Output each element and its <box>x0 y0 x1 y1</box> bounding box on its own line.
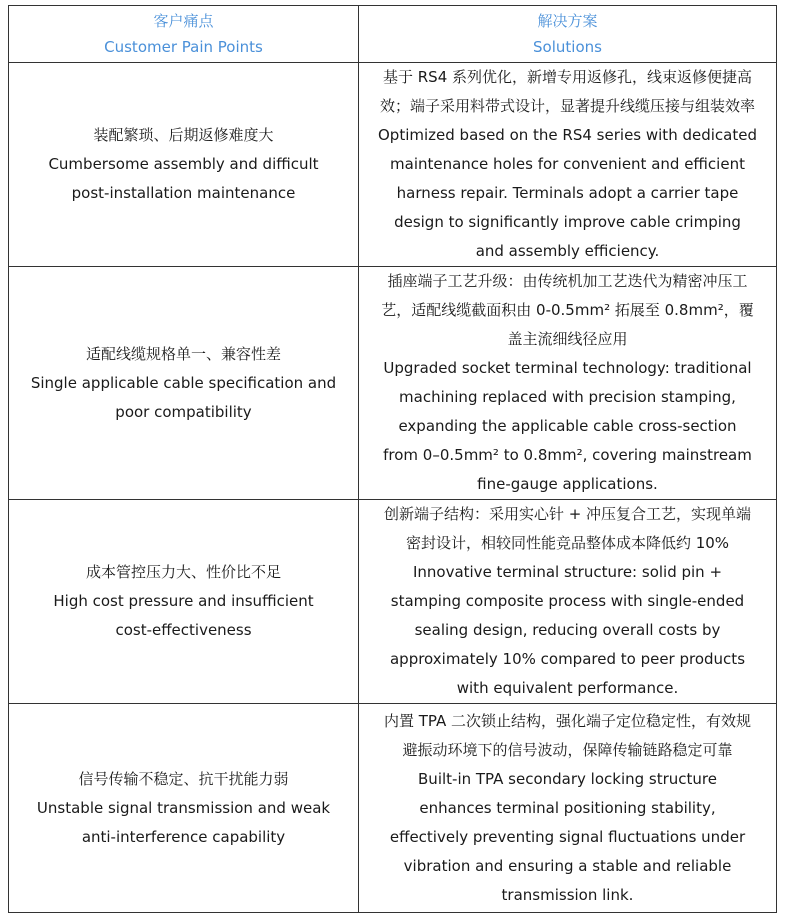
solutions-header-cn: 解决方案 <box>537 12 598 30</box>
solution-line: enhances terminal positioning stability, <box>419 798 716 817</box>
table-row <box>9 704 777 913</box>
pain-line: Unstable signal transmission and weak <box>36 798 331 817</box>
table-row <box>9 267 777 500</box>
pain-line: High cost pressure and insufficient <box>53 592 314 610</box>
solution-line: 避振动环境下的信号波动，保障传输链路稳定可靠 <box>402 740 733 759</box>
solution-line: and assembly efficiency. <box>475 242 660 260</box>
pain-line: post-installation maintenance <box>71 184 296 202</box>
solution-line: 创新端子结构：采用实心针 + 冲压复合工艺，实现单端 <box>383 505 752 523</box>
solution-cell <box>359 500 777 704</box>
solution-line: effectively preventing signal fluctuations under <box>389 827 746 846</box>
solution-line: Built-in TPA secondary locking structure <box>418 769 717 788</box>
pain-point-cell <box>9 267 359 500</box>
solution-line: Upgraded socket terminal technology: traditional <box>383 359 752 377</box>
solution-line: 效；端子采用料带式设计，显著提升线缆压接与组装效率 <box>379 97 755 115</box>
pain-point-cell <box>9 704 359 913</box>
solutions-header-en: Solutions <box>533 38 602 56</box>
solution-line: 密封设计，相较同性能竞品整体成本降低约 10% <box>405 534 730 552</box>
solution-line: 内置 TPA 二次锁止结构，强化端子定位稳定性，有效规 <box>383 711 752 730</box>
solution-line: stamping composite process with single-ended <box>390 592 745 610</box>
solution-line: 艺，适配线缆截面积由 0-0.5mm² 拓展至 0.8mm²，覆 <box>381 301 754 319</box>
solution-line: maintenance holes for convenient and efficient <box>390 155 745 173</box>
pain-line: Single applicable cable specification and <box>30 373 337 392</box>
pain-line: 适配线缆规格单一、兼容性差 <box>85 344 281 363</box>
solution-line: from 0–0.5mm² to 0.8mm², covering mainstream <box>383 446 752 464</box>
solution-line: design to significantly improve cable crimping <box>394 213 741 231</box>
solution-line: 基于 RS4 系列优化，新增专用返修孔，线束返修便捷高 <box>382 68 753 86</box>
table-row <box>9 63 777 267</box>
comparison-table-wrapper <box>8 5 776 913</box>
solution-line: machining replaced with precision stamping, <box>399 388 736 406</box>
solutions-header <box>359 6 777 63</box>
pain-line: anti-interference capability <box>81 827 286 846</box>
table-row <box>9 500 777 704</box>
solution-line: approximately 10% compared to peer products <box>389 650 746 668</box>
pain-line: 信号传输不稳定、抗干扰能力弱 <box>78 769 289 788</box>
pain-points-header-en: Customer Pain Points <box>104 38 263 56</box>
solution-line: Optimized based on the RS4 series with dedicated <box>378 126 757 144</box>
pain-points-header-cn: 客户痛点 <box>153 12 214 30</box>
pain-line: cost-effectiveness <box>115 621 252 639</box>
solution-line: 盖主流细线径应用 <box>507 330 628 348</box>
pain-line: 成本管控压力大、性价比不足 <box>85 563 281 581</box>
pain-point-cell <box>9 63 359 267</box>
solution-line: sealing design, reducing overall costs by <box>414 621 721 639</box>
pain-solution-table <box>8 5 777 913</box>
pain-point-cell <box>9 500 359 704</box>
table-header-row <box>9 6 777 63</box>
pain-line: poor compatibility <box>115 402 252 421</box>
solution-line: Innovative terminal structure: solid pin + <box>412 563 723 581</box>
solution-line: 插座端子工艺升级：由传统机加工艺迭代为精密冲压工 <box>387 272 748 290</box>
solution-cell <box>359 267 777 500</box>
solution-line: expanding the applicable cable cross-section <box>398 417 737 435</box>
solution-line: harness repair. Terminals adopt a carrier tape <box>396 184 739 202</box>
solution-line: vibration and ensuring a stable and reliable <box>403 856 732 875</box>
pain-points-header <box>9 6 359 63</box>
solution-line: fine-gauge applications. <box>477 475 658 493</box>
solution-cell <box>359 63 777 267</box>
pain-line: 装配繁琐、后期返修难度大 <box>93 126 274 144</box>
pain-line: Cumbersome assembly and difficult <box>48 155 319 173</box>
solution-line: transmission link. <box>501 885 634 904</box>
solution-cell <box>359 704 777 913</box>
solution-line: with equivalent performance. <box>456 679 679 697</box>
